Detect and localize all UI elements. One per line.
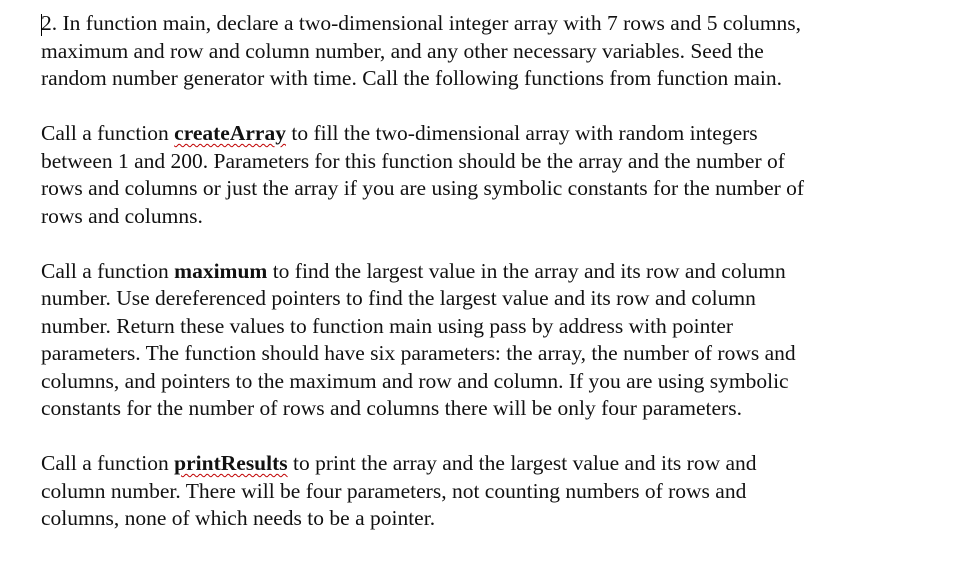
document-body — [41, 10, 961, 533]
text-segment: to print the array and the largest value and its row and — [287, 451, 757, 475]
paragraph-print-results-line-3: columns, none of which needs to be a pointer. — [41, 506, 436, 530]
paragraph-maximum-line-2: number. Use dereferenced pointers to find the largest value and its row and column — [41, 286, 756, 310]
text-cursor — [41, 14, 42, 36]
paragraph-maximum-line-1 — [41, 258, 961, 286]
paragraph-create-array-line-2: between 1 and 200. Parameters for this function should be the array and the number of — [41, 148, 785, 173]
function-name-create-array: createArray — [174, 121, 286, 145]
text-segment: Call a function — [41, 451, 175, 475]
paragraph-intro-line-3: random number generator with time. Call the following functions from function main. — [41, 66, 782, 90]
paragraph-maximum-line-3: number. Return these values to function main using pass by address with pointer — [41, 313, 734, 338]
paragraph-create-array-line-3: rows and columns or just the array if you are using symbolic constants for the number of — [41, 176, 805, 200]
text-segment: to find the largest value in the array and its row and column — [267, 258, 786, 283]
paragraph-create-array — [41, 120, 961, 230]
paragraph-create-array-line-4: rows and columns. — [41, 203, 203, 228]
function-name-print-results: printResults — [174, 451, 288, 475]
text-segment: Call a function — [41, 258, 175, 283]
paragraph-print-results — [41, 450, 961, 533]
paragraph-maximum-line-5: columns, and pointers to the maximum and row and column. If you are using symbolic — [41, 368, 789, 393]
function-name-maximum: maximum — [174, 258, 268, 283]
paragraph-print-results-line-2: column number. There will be four parameters, not counting numbers of rows and — [41, 478, 747, 503]
text-segment: to fill the two-dimensional array with random integers — [285, 121, 758, 145]
paragraph-intro-text-1: 2. In function main, declare a two-dimensional integer array with 7 rows and 5 columns, — [41, 11, 802, 35]
paragraph-maximum-line-6: constants for the number of rows and columns there will be only four parameters. — [41, 396, 742, 420]
paragraph-maximum-line-4: parameters. The function should have six parameters: the array, the number of rows and — [41, 341, 796, 365]
paragraph-intro-line-1 — [41, 10, 961, 38]
text-segment: Call a function — [41, 121, 175, 145]
paragraph-intro-line-2: maximum and row and column number, and any other necessary variables. Seed the — [41, 38, 764, 63]
paragraph-create-array-line-1 — [41, 120, 961, 148]
paragraph-print-results-line-1 — [41, 450, 961, 478]
paragraph-maximum — [41, 258, 961, 423]
paragraph-intro — [41, 10, 961, 93]
